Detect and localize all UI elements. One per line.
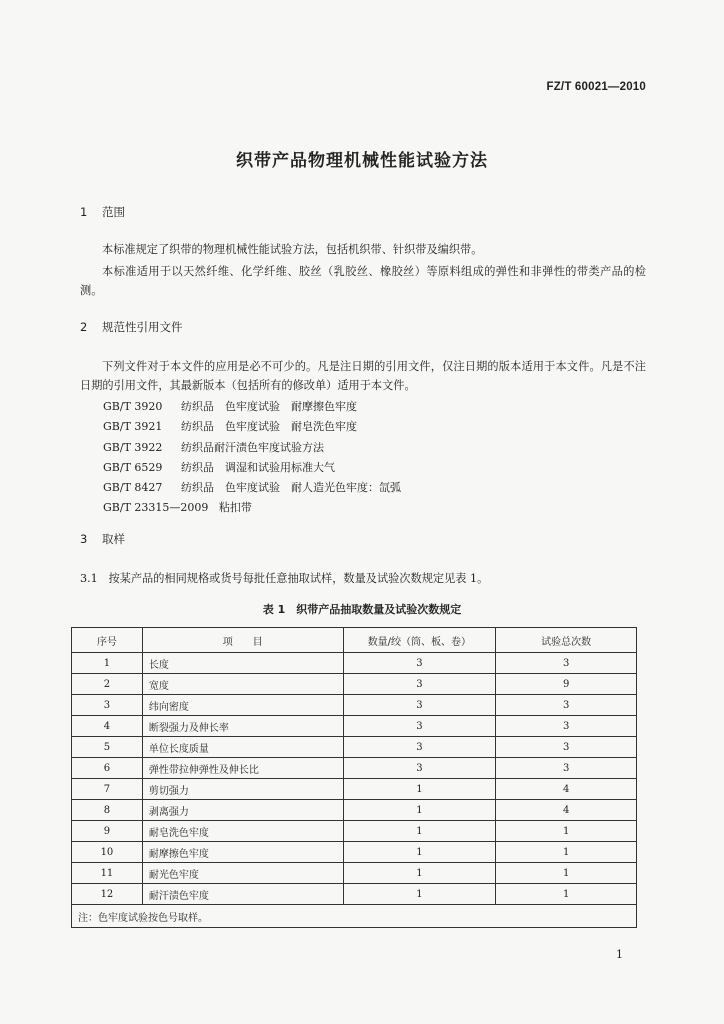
test-count: 3 bbox=[496, 716, 637, 737]
table-row bbox=[72, 863, 637, 884]
test-count: 3 bbox=[496, 737, 637, 758]
table-row bbox=[72, 758, 637, 779]
sample-quantity: 1 bbox=[343, 800, 496, 821]
section-title: 取样 bbox=[102, 532, 125, 546]
section-heading-normative-references bbox=[80, 319, 183, 335]
row-number: 3 bbox=[72, 695, 143, 716]
table-row bbox=[72, 695, 637, 716]
table-note: 注：色牢度试验按色号取样。 bbox=[72, 905, 637, 928]
sample-quantity: 3 bbox=[343, 653, 496, 674]
sample-quantity: 1 bbox=[343, 842, 496, 863]
test-item: 耐摩擦色牢度 bbox=[142, 842, 343, 863]
page-number: 1 bbox=[616, 948, 623, 961]
section-title: 范围 bbox=[102, 205, 125, 219]
reference-item bbox=[103, 438, 401, 458]
standard-code: FZ/T 60021—2010 bbox=[546, 81, 646, 93]
reference-title: 纺织品 调湿和试验用标准大气 bbox=[181, 460, 335, 474]
document-title: 织带产品物理机械性能试验方法 bbox=[236, 151, 488, 171]
reference-code: GB/T 3920 bbox=[103, 400, 163, 413]
column-header: 项 目 bbox=[142, 628, 343, 653]
reference-item bbox=[103, 498, 401, 518]
row-number: 5 bbox=[72, 737, 143, 758]
row-number: 6 bbox=[72, 758, 143, 779]
section-number: 3 bbox=[80, 532, 88, 546]
sample-quantity: 1 bbox=[343, 821, 496, 842]
test-count: 3 bbox=[496, 653, 637, 674]
test-count: 1 bbox=[496, 821, 637, 842]
test-count: 4 bbox=[496, 800, 637, 821]
row-number: 9 bbox=[72, 821, 143, 842]
row-number: 4 bbox=[72, 716, 143, 737]
column-header: 序号 bbox=[72, 628, 143, 653]
sample-quantity: 3 bbox=[343, 737, 496, 758]
test-item: 耐光色牢度 bbox=[142, 863, 343, 884]
table-header-row bbox=[72, 628, 637, 653]
test-item: 断裂强力及伸长率 bbox=[142, 716, 343, 737]
table-row bbox=[72, 737, 637, 758]
table-note-row bbox=[72, 905, 637, 928]
reference-title: 纺织品 色牢度试验 耐人造光色牢度：氙弧 bbox=[181, 481, 401, 495]
test-count: 1 bbox=[496, 884, 637, 905]
row-number: 12 bbox=[72, 884, 143, 905]
section-heading-scope bbox=[80, 204, 125, 220]
clause-number: 3.1 bbox=[80, 572, 98, 585]
test-item: 剪切强力 bbox=[142, 779, 343, 800]
sample-quantity: 1 bbox=[343, 863, 496, 884]
row-number: 8 bbox=[72, 800, 143, 821]
sample-quantity: 3 bbox=[343, 758, 496, 779]
test-item: 耐皂洗色牢度 bbox=[142, 821, 343, 842]
reference-item bbox=[103, 458, 401, 478]
sample-quantity: 1 bbox=[343, 884, 496, 905]
sample-quantity: 3 bbox=[343, 695, 496, 716]
test-count: 9 bbox=[496, 674, 637, 695]
table-row bbox=[72, 800, 637, 821]
section-heading-sampling bbox=[80, 531, 125, 547]
sample-quantity: 3 bbox=[343, 716, 496, 737]
table-caption: 表 1 织带产品抽取数量及试验次数规定 bbox=[262, 603, 462, 616]
column-header: 试验总次数 bbox=[496, 628, 637, 653]
reference-title: 粘扣带 bbox=[218, 501, 252, 515]
section-number: 2 bbox=[80, 320, 88, 334]
reference-code: GB/T 6529 bbox=[103, 460, 163, 474]
table-row bbox=[72, 653, 637, 674]
reference-item bbox=[103, 417, 401, 437]
sample-quantity: 1 bbox=[343, 779, 496, 800]
section-number: 1 bbox=[80, 205, 88, 219]
sampling-clause-3-1 bbox=[80, 569, 646, 588]
row-number: 10 bbox=[72, 842, 143, 863]
reference-code: GB/T 23315—2009 bbox=[103, 501, 209, 515]
reference-title: 纺织品 色牢度试验 耐摩擦色牢度 bbox=[181, 400, 357, 413]
sample-quantity: 3 bbox=[343, 674, 496, 695]
table-row bbox=[72, 842, 637, 863]
scope-paragraph-2: 本标准适用于以天然纤维、化学纤维、胶丝（乳胶丝、橡胶丝）等原料组成的弹性和非弹性的带类产品的检测。 bbox=[80, 265, 646, 297]
reference-list bbox=[103, 397, 401, 519]
clause-text: 按某产品的相同规格或货号每批任意抽取试样，数量及试验次数规定见表 1。 bbox=[108, 572, 489, 585]
reference-title: 纺织品耐汗渍色牢度试验方法 bbox=[181, 440, 324, 454]
reference-item bbox=[103, 397, 401, 417]
test-count: 3 bbox=[496, 758, 637, 779]
reference-code: GB/T 3921 bbox=[103, 420, 163, 434]
references-intro-paragraph: 下列文件对于本文件的应用是必不可少的。凡是注日期的引用文件，仅注日期的版本适用于本文件。凡是不注日期的引用文件，其最新版本（包括所有的修改单）适用于本文件。 bbox=[80, 360, 646, 392]
scope-paragraph-1: 本标准规定了织带的物理机械性能试验方法，包括机织带、针织带及编织带。 bbox=[102, 243, 483, 256]
test-count: 3 bbox=[496, 695, 637, 716]
column-header: 数量/绞（筒、板、卷） bbox=[343, 628, 496, 653]
test-item: 弹性带拉伸弹性及伸长比 bbox=[142, 758, 343, 779]
test-item: 剥离强力 bbox=[142, 800, 343, 821]
table-row bbox=[72, 779, 637, 800]
row-number: 11 bbox=[72, 863, 143, 884]
row-number: 1 bbox=[72, 653, 143, 674]
reference-code: GB/T 8427 bbox=[103, 481, 163, 495]
test-count: 1 bbox=[496, 863, 637, 884]
test-item: 单位长度质量 bbox=[142, 737, 343, 758]
reference-item bbox=[103, 478, 401, 498]
reference-title: 纺织品 色牢度试验 耐皂洗色牢度 bbox=[181, 420, 357, 434]
test-count: 1 bbox=[496, 842, 637, 863]
test-item: 纬向密度 bbox=[142, 695, 343, 716]
table-row bbox=[72, 884, 637, 905]
table-row bbox=[72, 821, 637, 842]
section-title: 规范性引用文件 bbox=[102, 320, 183, 334]
table-row bbox=[72, 716, 637, 737]
row-number: 7 bbox=[72, 779, 143, 800]
test-count: 4 bbox=[496, 779, 637, 800]
test-item: 长度 bbox=[142, 653, 343, 674]
table-row bbox=[72, 674, 637, 695]
row-number: 2 bbox=[72, 674, 143, 695]
reference-code: GB/T 3922 bbox=[103, 440, 163, 454]
sampling-table bbox=[71, 627, 637, 928]
test-item: 耐汗渍色牢度 bbox=[142, 884, 343, 905]
test-item: 宽度 bbox=[142, 674, 343, 695]
